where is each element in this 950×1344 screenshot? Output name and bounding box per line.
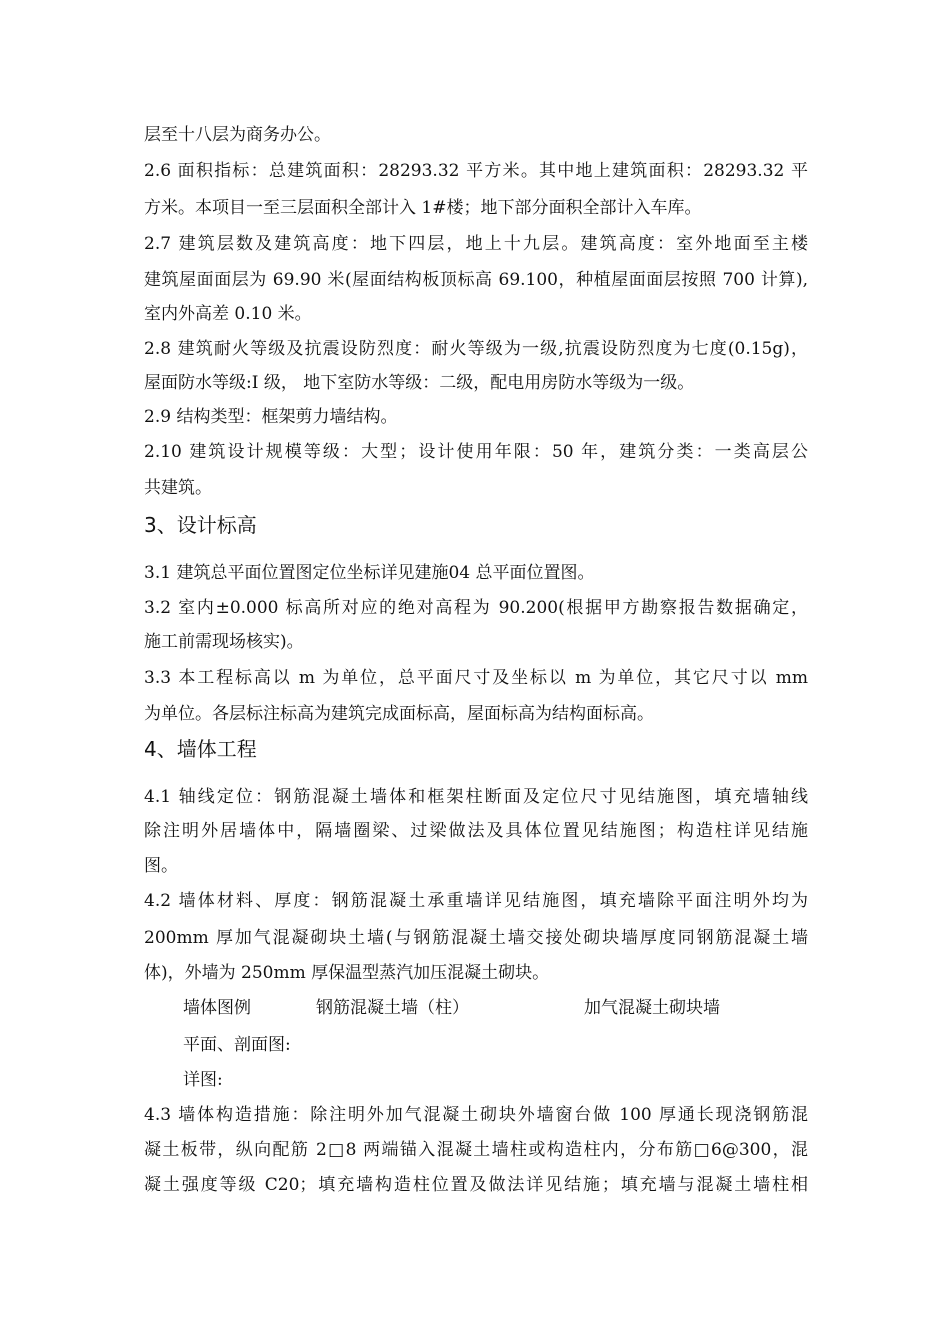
text-line: 屋面防水等级:I 级， 地下室防水等级：二级，配电用房防水等级为一级。 [144,373,695,393]
text-line: 4.3 墙体构造措施：除注明外加气混凝土砌块外墙窗台做 100 厚通长现浇钢筋混 [144,1105,808,1125]
text-line: 体)，外墙为 250mm 厚保温型蒸汽加压混凝土砌块。 [144,963,550,983]
legend-col-concrete: 钢筋混凝土墙（柱） [316,998,469,1018]
legend-row-detail: 详图: [183,1070,223,1090]
text-line: 2.8 建筑耐火等级及抗震设防烈度：耐火等级为一级,抗震设防烈度为七度(0.15g)， [144,339,808,359]
section-heading: 3、设计标高 [144,513,257,537]
text-line: 2.10 建筑设计规模等级：大型；设计使用年限：50 年，建筑分类：一类高层公 [144,442,808,462]
text-line: 图。 [144,856,178,876]
text-line: 3.1 建筑总平面位置图定位坐标详见建施04 总平面位置图。 [144,563,595,583]
legend-col-block: 加气混凝土砌块墙 [584,998,720,1018]
text-line: 方米。本项目一至三层面积全部计入 1#楼；地下部分面积全部计入车库。 [144,198,702,218]
text-line: 4.2 墙体材料、厚度：钢筋混凝土承重墙详见结施图，填充墙除平面注明外均为 [144,891,808,911]
text-line: 层至十八层为商务办公。 [144,125,331,145]
text-line: 凝土板带，纵向配筋 2□8 两端锚入混凝土墙柱或构造柱内，分布筋□6@300，混 [144,1140,808,1160]
text-line: 共建筑。 [144,478,212,498]
text-line: 凝土强度等级 C20；填充墙构造柱位置及做法详见结施；填充墙与混凝土墙柱相 [144,1175,808,1195]
text-line: 为单位。各层标注标高为建筑完成面标高，屋面标高为结构面标高。 [144,704,654,724]
text-line: 2.6 面积指标：总建筑面积：28293.32 平方米。其中地上建筑面积：28293.32 平 [144,161,808,181]
text-line: 2.7 建筑层数及建筑高度：地下四层，地上十九层。建筑高度：室外地面至主楼 [144,234,808,254]
legend-row-plan: 平面、剖面图: [183,1035,291,1055]
legend-title: 墙体图例 [183,998,251,1018]
text-line: 建筑屋面面层为 69.90 米(屋面结构板顶标高 69.100，种植屋面面层按照 700 计算), [144,270,808,290]
text-line: 4.1 轴线定位：钢筋混凝土墙体和框架柱断面及定位尺寸见结施图，填充墙轴线 [144,787,808,807]
text-line: 3.2 室内±0.000 标高所对应的绝对高程为 90.200(根据甲方勘察报告数据确定， [144,598,808,618]
text-line: 3.3 本工程标高以 m 为单位，总平面尺寸及坐标以 m 为单位，其它尺寸以 mm [144,668,808,688]
text-line: 除注明外居墙体中，隔墙圈梁、过梁做法及具体位置见结施图；构造柱详见结施 [144,821,808,841]
text-line: 室内外高差 0.10 米。 [144,304,312,324]
section-heading: 4、墙体工程 [144,737,257,761]
text-line: 施工前需现场核实)。 [144,632,304,652]
text-line: 2.9 结构类型：框架剪力墙结构。 [144,407,398,427]
text-line: 200mm 厚加气混凝砌块土墙(与钢筋混凝土墙交接处砌块墙厚度同钢筋混凝土墙 [144,928,808,948]
